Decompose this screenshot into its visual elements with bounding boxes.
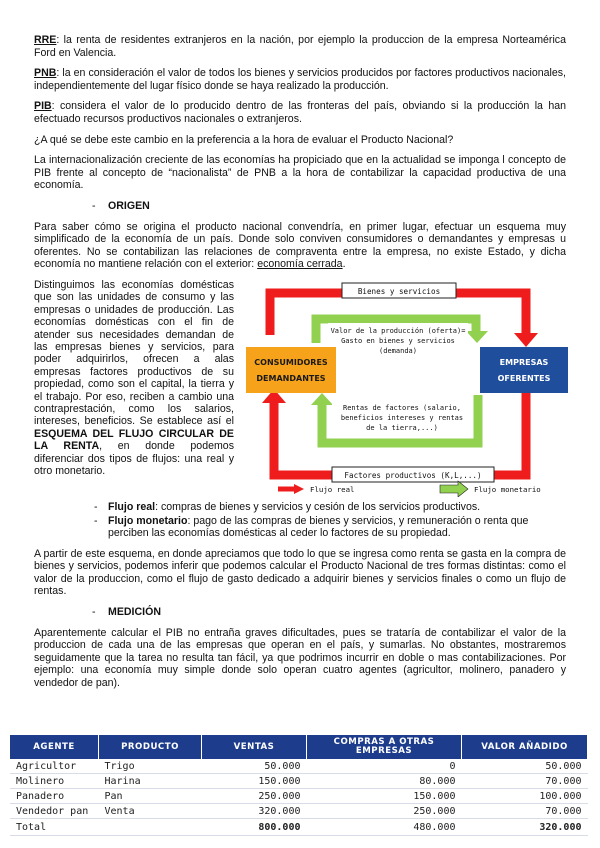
definition-pnb: PNB: la en consideración el valor de todos los bienes y servicios producidos por factores productivos nacionales, independientemente del lugar físico donde se haya realizado la producción. <box>34 67 566 92</box>
valor-produccion-line1: Valor de la producción (oferta)= <box>330 326 466 335</box>
header-compras: COMPRAS A OTRAS EMPRESAS <box>307 735 462 759</box>
rentas-line3: de la tierra,...) <box>366 423 438 432</box>
money-flow-arrowhead-left <box>311 393 333 405</box>
esquema-flujo-circular: ESQUEMA DEL FLUJO CIRCULAR DE LA RENTA <box>34 427 234 453</box>
legend-money-label: Flujo monetario <box>474 484 541 494</box>
paragraph-medicion: Aparentemente calcular el PIB no entraña graves dificultades, pues se trataría de contabilizar el valor de la produccion de cada una de las empresas que operan en el país, y sumarlas. No obstantes, mostraremos seguidamente que la tarea no resulta tan fácil, ya que podrimos incurrir en doble o mas contabilizaciones. Por ejemplo: una economía muy simple donde solo operan cuatro agentes (agricultor, molinero, panadero y vendedor de pan). <box>34 626 566 690</box>
valor-produccion-line3: (demanda) <box>379 346 417 355</box>
heading-medicion: - MEDICIÓN <box>92 606 161 619</box>
table-total-row: Total 800.000 480.000 320.000 <box>10 819 588 836</box>
term-pnb: PNB <box>34 67 57 80</box>
definition-rre: RRE: la renta de residentes extranjeros en la nación, por ejemplo la produccion de la empresa Norteamérica Ford en Valencia. <box>34 34 566 59</box>
document-page <box>34 34 566 698</box>
definition-pib: PIB: considera el valor de lo producido dentro de las fronteras del país, obviando si la producción la han efectuado recursos productivos nacionales o extranjeros. <box>34 100 566 125</box>
table-header-row <box>10 735 588 759</box>
bienes-servicios-label: Bienes y servicios <box>357 286 441 296</box>
empresas-label-2: OFERENTES <box>497 373 551 383</box>
consumidores-label-2: DEMANDANTES <box>256 373 326 383</box>
paragraph-internacionalizacion: La internacionalización creciente de las economías ha propiciado que en la actualidad se imponga l concepto de PIB frente al concepto de “nacionalista” de PNB a la hora de contabilizar la capacidad productiva de una economía. <box>34 154 566 192</box>
flow-section <box>34 279 566 495</box>
total-valor-anadido: 320.000 <box>462 819 588 836</box>
header-producto: PRODUCTO <box>99 735 202 759</box>
heading-origen: - ORIGEN <box>92 199 150 212</box>
consumidores-label-1: CONSUMIDORES <box>254 357 328 367</box>
header-agente: AGENTE <box>10 735 99 759</box>
table-row: Agricultor Trigo 50.000 0 50.000 <box>10 759 588 774</box>
valor-produccion-line2: Gasto en bienes y servicios <box>341 336 455 345</box>
flow-definitions-list <box>34 501 566 540</box>
rentas-line1: Rentas de factores (salario, <box>342 403 462 412</box>
rentas-line2: beneficios intereses y rentas <box>340 413 464 422</box>
real-flow-arrowhead-right <box>514 333 538 347</box>
circular-flow-diagram <box>244 275 570 497</box>
total-ventas: 800.000 <box>202 819 307 836</box>
table-row: Molinero Harina 150.000 80.000 70.000 <box>10 774 588 789</box>
paragraph-esquema: A partir de este esquema, en donde apreciamos que todo lo que se ingresa como renta se gasta en la compra de bienes y servicios, podemos inferir que podemos calcular el Producto Nacional de tres formas distintas: como el valor de la produccion, como el flujo de gasto dedicado a adquirir bienes y servicios finales o como un flujo de rentas. <box>34 547 566 598</box>
list-item-flujo-monetario: - Flujo monetario: pago de las compras de bienes y servicios, y remuneración o renta que perciben las economías domésticas al ceder lo factores de su propiedad. <box>92 515 566 540</box>
economia-cerrada-term: economía cerrada <box>257 258 343 271</box>
money-flow-arrowhead-right <box>466 331 488 343</box>
empresas-box <box>480 347 568 393</box>
paragraph-origen: Para saber cómo se origina el producto nacional convendría, en primer lugar, efectuar un esquema muy simplificado de la economía de un país. Donde solo conviven consumidores o demandantes y empresas u oferentes. No se contabilizan las relaciones de compraventa entre la empresa, no existe Estado, y dicha economía no mantiene relación con el exterior: economía cerrada. <box>34 220 566 271</box>
header-valor-anadido: VALOR AÑADIDO <box>462 735 588 759</box>
term-pib: PIB <box>34 100 52 113</box>
list-item-flujo-real: - Flujo real: compras de bienes y servicios y cesión de los servicios productivos. <box>92 501 566 514</box>
table-row: Panadero Pan 250.000 150.000 100.000 <box>10 789 588 804</box>
legend-real-label: Flujo real <box>310 484 355 494</box>
legend-money-arrow <box>440 481 468 497</box>
empresas-label-1: EMPRESAS <box>499 357 549 367</box>
table-row: Vendedor pan Venta 320.000 250.000 70.000 <box>10 804 588 819</box>
consumidores-box <box>246 347 336 393</box>
term-rre: RRE <box>34 34 57 46</box>
factores-label: Factores productivos (K,L,...) <box>344 470 482 480</box>
value-added-table <box>10 735 588 836</box>
legend-real-arrowhead <box>294 484 304 494</box>
question: ¿A qué se debe este cambio en la preferencia a la hora de evaluar el Producto Nacional? <box>34 133 454 146</box>
flow-description: Distinguimos las economías domésticas que son las unidades de consumo y las empresas o unidades de producción. Las economías domésticas con el fin de atender sus necesidades demandan de las empresas bienes y servicios, para poder adquirirlos, ofrecen a alas empresas factores productivos de su propiedad, como son el capital, la tierra y el trabajo. Por eso, reciben a cambio una contraprestación, como los salarios, intereses, beneficios. Se establece así el ESQUEMA DEL FLUJO CIRCULAR DE LA RENTA, en donde podemos diferenciar dos tipos de flujos: una real y otro monetario. <box>34 278 234 477</box>
total-compras: 480.000 <box>307 819 462 836</box>
header-ventas: VENTAS <box>202 735 307 759</box>
